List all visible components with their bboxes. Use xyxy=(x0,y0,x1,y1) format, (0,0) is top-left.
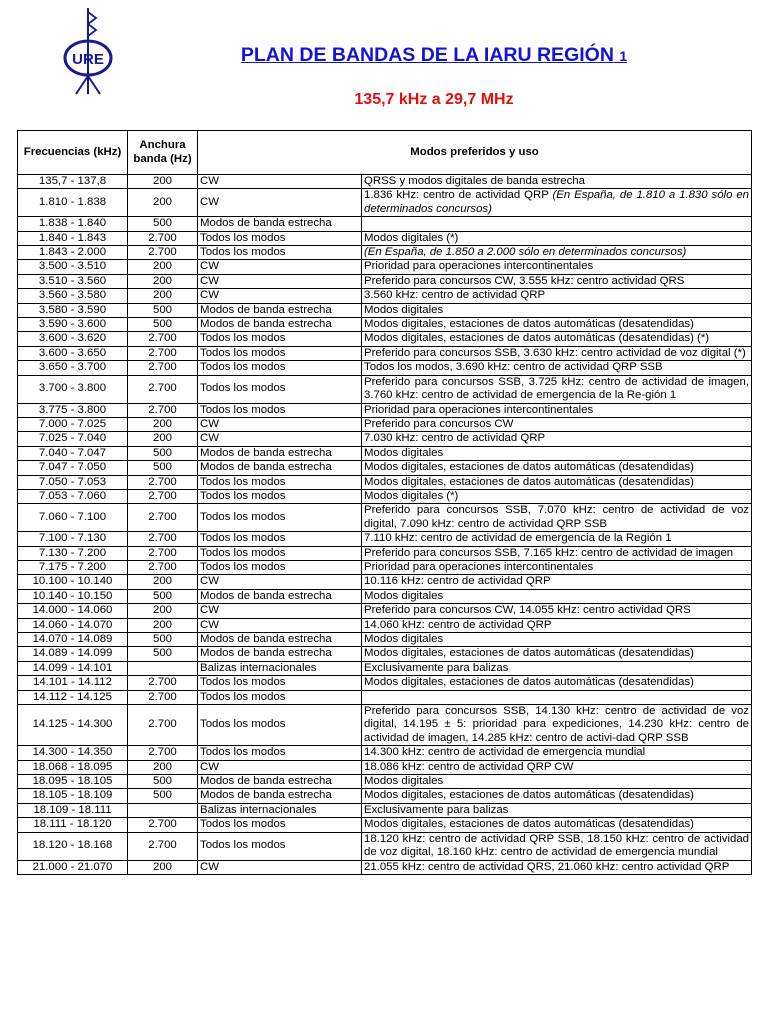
bandwidth-cell: 200 xyxy=(128,289,198,303)
bandwidth-cell: 2.700 xyxy=(128,403,198,417)
frequency-cell: 3.560 - 3.580 xyxy=(18,289,128,303)
mode-cell: Modos de banda estrecha xyxy=(198,461,362,475)
page-subtitle: 135,7 kHz a 29,7 MHz xyxy=(354,91,514,108)
bandwidth-cell: 200 xyxy=(128,618,198,632)
title-text: PLAN DE BANDAS DE LA IARU REGIÓN xyxy=(240,44,614,66)
table-row xyxy=(18,618,752,632)
frequency-cell: 14.125 - 14.300 xyxy=(18,705,128,746)
frequency-cell: 3.700 - 3.800 xyxy=(18,375,128,403)
frequency-cell: 3.580 - 3.590 xyxy=(18,303,128,317)
use-cell xyxy=(362,633,752,647)
frequency-cell: 3.500 - 3.510 xyxy=(18,260,128,274)
bandwidth-cell: 2.700 xyxy=(128,489,198,503)
use-text: Prioridad para operaciones intercontinentales xyxy=(364,560,594,573)
table-row xyxy=(18,690,752,704)
frequency-cell: 10.100 - 10.140 xyxy=(18,575,128,589)
bandwidth-cell: 200 xyxy=(128,860,198,874)
table-row xyxy=(18,231,752,245)
use-text: QRSS y modos digitales de banda estrecha xyxy=(364,175,585,187)
frequency-cell: 7.000 - 7.025 xyxy=(18,417,128,431)
use-cell xyxy=(362,461,752,475)
bandwidth-cell: 200 xyxy=(128,432,198,446)
frequency-cell: 14.101 - 14.112 xyxy=(18,676,128,690)
mode-cell: Balizas internacionales xyxy=(198,661,362,675)
title-region-number: 1 xyxy=(619,48,628,64)
frequency-cell: 18.105 - 18.109 xyxy=(18,789,128,803)
use-cell xyxy=(362,446,752,460)
use-text: Modos digitales (*) xyxy=(364,489,459,502)
bandwidth-cell: 500 xyxy=(128,633,198,647)
use-text: 3.560 kHz: centro de actividad QRP xyxy=(364,289,546,302)
bandwidth-cell: 2.700 xyxy=(128,676,198,690)
mode-cell: Balizas internacionales xyxy=(198,803,362,817)
bandwidth-cell: 2.700 xyxy=(128,346,198,360)
frequency-cell: 18.068 - 18.095 xyxy=(18,760,128,774)
bandwidth-cell: 500 xyxy=(128,303,198,317)
frequency-cell: 18.109 - 18.111 xyxy=(18,803,128,817)
table-row xyxy=(18,274,752,288)
use-text: Modos digitales, estaciones de datos automáticas (desatendidas) xyxy=(364,676,694,689)
table-row xyxy=(18,189,752,217)
use-text: Preferido para concursos SSB, 7.165 kHz: centro de actividad de imagen xyxy=(364,546,734,559)
mode-cell: Todos los modos xyxy=(198,690,362,704)
bandwidth-cell: 2.700 xyxy=(128,546,198,560)
table-row xyxy=(18,432,752,446)
frequency-cell: 14.099 - 14.101 xyxy=(18,661,128,675)
use-cell xyxy=(362,260,752,274)
table-row xyxy=(18,575,752,589)
bandwidth-cell: 500 xyxy=(128,589,198,603)
use-cell xyxy=(362,475,752,489)
bandwidth-cell: 500 xyxy=(128,217,198,231)
use-note: (En España, de 1.810 a 1.830 sólo en determinados concursos) xyxy=(364,189,749,215)
bandwidth-cell: 2.700 xyxy=(128,532,198,546)
frequency-cell: 3.600 - 3.650 xyxy=(18,346,128,360)
use-text: 21.055 kHz: centro de actividad QRS, 21.060 kHz: centro actividad QRP xyxy=(364,860,730,873)
use-text: Todos los modos, 3.690 kHz: centro de actividad QRP SSB xyxy=(364,361,663,374)
use-text: 10.116 kHz: centro de actividad QRP xyxy=(364,575,551,588)
header-modes-use: Modos preferidos y uso xyxy=(198,131,752,175)
frequency-cell: 18.111 - 18.120 xyxy=(18,818,128,832)
bandwidth-cell: 200 xyxy=(128,274,198,288)
table-header-row xyxy=(18,131,752,175)
use-cell xyxy=(362,189,752,217)
use-cell xyxy=(362,403,752,417)
bandwidth-cell: 200 xyxy=(128,604,198,618)
bandwidth-cell: 2.700 xyxy=(128,690,198,704)
table-row xyxy=(18,475,752,489)
use-cell xyxy=(362,489,752,503)
frequency-cell: 18.095 - 18.105 xyxy=(18,775,128,789)
table-row xyxy=(18,705,752,746)
use-cell xyxy=(362,690,752,704)
table-row xyxy=(18,217,752,231)
table-row xyxy=(18,832,752,860)
table-row xyxy=(18,760,752,774)
table-row xyxy=(18,604,752,618)
use-note: (En España, de 1.850 a 2.000 sólo en determinados concursos) xyxy=(364,246,687,259)
table-row xyxy=(18,246,752,260)
bandwidth-cell: 200 xyxy=(128,417,198,431)
use-cell xyxy=(362,546,752,560)
table-row xyxy=(18,361,752,375)
mode-cell: CW xyxy=(198,860,362,874)
use-text: Modos digitales, estaciones de datos automáticas (desatendidas) xyxy=(364,789,694,802)
use-text: Modos digitales, estaciones de datos automáticas (desatendidas) xyxy=(364,318,694,331)
frequency-cell: 7.050 - 7.053 xyxy=(18,475,128,489)
bandwidth-cell: 200 xyxy=(128,575,198,589)
mode-cell: Todos los modos xyxy=(198,246,362,260)
mode-cell: Todos los modos xyxy=(198,546,362,560)
mode-cell: CW xyxy=(198,274,362,288)
frequency-cell: 135,7 - 137,8 xyxy=(18,175,128,189)
bandwidth-cell: 500 xyxy=(128,446,198,460)
mode-cell: Todos los modos xyxy=(198,532,362,546)
frequency-cell: 3.650 - 3.700 xyxy=(18,361,128,375)
header-frequency: Frecuencias (kHz) xyxy=(18,131,128,175)
mode-cell: Todos los modos xyxy=(198,676,362,690)
frequency-cell: 7.175 - 7.200 xyxy=(18,560,128,574)
use-text: 1.836 kHz: centro de actividad QRP xyxy=(364,189,553,202)
use-cell xyxy=(362,803,752,817)
use-text: Modos digitales xyxy=(364,775,444,788)
bandwidth-cell: 2.700 xyxy=(128,746,198,760)
frequency-cell: 3.590 - 3.600 xyxy=(18,318,128,332)
mode-cell: Todos los modos xyxy=(198,705,362,746)
frequency-cell: 1.810 - 1.838 xyxy=(18,189,128,217)
mode-cell: Todos los modos xyxy=(198,560,362,574)
bandwidth-cell: 2.700 xyxy=(128,560,198,574)
table-row xyxy=(18,789,752,803)
use-cell xyxy=(362,217,752,231)
use-cell xyxy=(362,789,752,803)
bandwidth-cell: 200 xyxy=(128,175,198,189)
bandwidth-cell xyxy=(128,661,198,675)
use-text: Modos digitales, estaciones de datos automáticas (desatendidas) xyxy=(364,461,694,474)
table-row xyxy=(18,303,752,317)
use-text: Modos digitales (*) xyxy=(364,231,459,244)
table-row xyxy=(18,532,752,546)
table-row xyxy=(18,446,752,460)
mode-cell: Modos de banda estrecha xyxy=(198,446,362,460)
use-text: 7.030 kHz: centro de actividad QRP xyxy=(364,432,546,445)
frequency-cell: 7.053 - 7.060 xyxy=(18,489,128,503)
frequency-cell: 1.843 - 2.000 xyxy=(18,246,128,260)
use-text: Prioridad para operaciones intercontinentales xyxy=(364,260,594,273)
bandwidth-cell: 2.700 xyxy=(128,375,198,403)
use-text: Prioridad para operaciones intercontinentales xyxy=(364,403,594,416)
use-cell xyxy=(362,175,752,189)
use-text: 18.086 kHz: centro de actividad QRP CW xyxy=(364,760,574,773)
frequency-cell: 18.120 - 18.168 xyxy=(18,832,128,860)
use-cell xyxy=(362,618,752,632)
bandwidth-cell: 2.700 xyxy=(128,832,198,860)
mode-cell: CW xyxy=(198,260,362,274)
mode-cell: Todos los modos xyxy=(198,832,362,860)
mode-cell: CW xyxy=(198,432,362,446)
bandwidth-cell: 2.700 xyxy=(128,231,198,245)
use-text: 14.060 kHz: centro de actividad QRP xyxy=(364,618,552,631)
mode-cell: Todos los modos xyxy=(198,346,362,360)
bandwidth-cell: 200 xyxy=(128,260,198,274)
use-cell xyxy=(362,604,752,618)
use-text: Modos digitales xyxy=(364,303,444,316)
mode-cell: Todos los modos xyxy=(198,375,362,403)
frequency-cell: 10.140 - 10.150 xyxy=(18,589,128,603)
bandwidth-cell: 500 xyxy=(128,789,198,803)
use-text: 14.300 kHz: centro de actividad de emergencia mundial xyxy=(364,746,646,759)
table-row xyxy=(18,332,752,346)
use-cell xyxy=(362,832,752,860)
table-row xyxy=(18,746,752,760)
mode-cell: Todos los modos xyxy=(198,504,362,532)
use-cell xyxy=(362,560,752,574)
bandwidth-cell: 200 xyxy=(128,189,198,217)
use-cell xyxy=(362,432,752,446)
use-text: Modos digitales xyxy=(364,446,444,459)
bandwidth-cell: 500 xyxy=(128,775,198,789)
use-cell xyxy=(362,361,752,375)
mode-cell: CW xyxy=(198,289,362,303)
use-text: Preferido para concursos CW, 14.055 kHz: centro actividad QRS xyxy=(364,604,691,617)
table-row xyxy=(18,546,752,560)
mode-cell: Modos de banda estrecha xyxy=(198,647,362,661)
frequency-cell: 3.775 - 3.800 xyxy=(18,403,128,417)
use-text: Preferido para concursos SSB, 7.070 kHz: centro de actividad de voz digital, 7.090 kHz: centro de actividad QRP SSB xyxy=(364,504,750,530)
use-cell xyxy=(362,332,752,346)
table-row xyxy=(18,318,752,332)
mode-cell: Todos los modos xyxy=(198,489,362,503)
band-plan-table xyxy=(17,130,752,875)
use-text: Exclusivamente para balizas xyxy=(364,803,509,816)
frequency-cell: 21.000 - 21.070 xyxy=(18,860,128,874)
frequency-cell: 14.070 - 14.089 xyxy=(18,633,128,647)
frequency-cell: 7.025 - 7.040 xyxy=(18,432,128,446)
bandwidth-cell: 2.700 xyxy=(128,705,198,746)
table-row xyxy=(18,860,752,874)
frequency-cell: 14.000 - 14.060 xyxy=(18,604,128,618)
use-cell xyxy=(362,274,752,288)
use-cell xyxy=(362,303,752,317)
header-bandwidth: Anchura banda (Hz) xyxy=(128,131,198,175)
mode-cell: Todos los modos xyxy=(198,231,362,245)
use-cell xyxy=(362,504,752,532)
table-row xyxy=(18,403,752,417)
frequency-cell: 3.600 - 3.620 xyxy=(18,332,128,346)
table-row xyxy=(18,803,752,817)
table-row xyxy=(18,647,752,661)
use-text: Preferido para concursos CW xyxy=(364,417,514,430)
mode-cell: Todos los modos xyxy=(198,818,362,832)
bandwidth-cell: 2.700 xyxy=(128,818,198,832)
table-row xyxy=(18,289,752,303)
use-text: Modos digitales, estaciones de datos automáticas (desatendidas) xyxy=(364,475,694,488)
mode-cell: Modos de banda estrecha xyxy=(198,775,362,789)
use-text: Preferido para concursos SSB, 14.130 kHz: centro de actividad de voz digital, 14.195 ± 5: prioridad para expediciones, 14.230 kHz: centro de actividad de imagen, 14.285 kHz: centro de activi-dad QRP SSB xyxy=(364,705,750,744)
use-text: Modos digitales, estaciones de datos automáticas (desatendidas) xyxy=(364,647,694,660)
table-row xyxy=(18,633,752,647)
use-cell xyxy=(362,231,752,245)
use-cell xyxy=(362,775,752,789)
frequency-cell: 7.130 - 7.200 xyxy=(18,546,128,560)
bandwidth-cell: 500 xyxy=(128,318,198,332)
use-cell xyxy=(362,589,752,603)
bandwidth-cell: 2.700 xyxy=(128,361,198,375)
bandwidth-cell: 2.700 xyxy=(128,246,198,260)
use-cell xyxy=(362,318,752,332)
use-cell xyxy=(362,246,752,260)
table-row xyxy=(18,175,752,189)
frequency-cell: 3.510 - 3.560 xyxy=(18,274,128,288)
use-cell xyxy=(362,417,752,431)
mode-cell: Todos los modos xyxy=(198,403,362,417)
table-row xyxy=(18,461,752,475)
use-text: Exclusivamente para balizas xyxy=(364,661,509,674)
frequency-cell: 14.060 - 14.070 xyxy=(18,618,128,632)
frequency-cell: 7.060 - 7.100 xyxy=(18,504,128,532)
mode-cell: Modos de banda estrecha xyxy=(198,217,362,231)
use-cell xyxy=(362,760,752,774)
mode-cell: Modos de banda estrecha xyxy=(198,633,362,647)
page-title xyxy=(0,44,768,67)
use-cell xyxy=(362,289,752,303)
mode-cell: Todos los modos xyxy=(198,746,362,760)
frequency-cell: 1.840 - 1.843 xyxy=(18,231,128,245)
use-text: Modos digitales xyxy=(364,589,444,602)
table-row xyxy=(18,417,752,431)
table-row xyxy=(18,676,752,690)
mode-cell: CW xyxy=(198,175,362,189)
mode-cell: Modos de banda estrecha xyxy=(198,303,362,317)
bandwidth-cell xyxy=(128,803,198,817)
bandwidth-cell: 500 xyxy=(128,461,198,475)
table-row xyxy=(18,346,752,360)
use-cell xyxy=(362,860,752,874)
mode-cell: CW xyxy=(198,618,362,632)
mode-cell: Modos de banda estrecha xyxy=(198,318,362,332)
frequency-cell: 1.838 - 1.840 xyxy=(18,217,128,231)
bandwidth-cell: 500 xyxy=(128,647,198,661)
table-row xyxy=(18,504,752,532)
use-text: 18.120 kHz: centro de actividad QRP SSB, 18.150 kHz: centro de actividad de voz digital, 18.160 kHz: centro de actividad de emergencia mundial xyxy=(364,832,750,859)
bandwidth-cell: 2.700 xyxy=(128,332,198,346)
mode-cell: Modos de banda estrecha xyxy=(198,789,362,803)
use-cell xyxy=(362,532,752,546)
use-text: Modos digitales, estaciones de datos automáticas (desatendidas) (*) xyxy=(364,332,710,345)
use-cell xyxy=(362,705,752,746)
logo-text: URE xyxy=(72,51,104,68)
use-cell xyxy=(362,647,752,661)
use-text: Preferido para concursos SSB, 3.725 kHz: centro de actividad de imagen, 3.760 kHz: centro de actividad de emergencia de la Re-gión 1 xyxy=(364,375,750,402)
use-cell xyxy=(362,676,752,690)
table-row xyxy=(18,661,752,675)
use-cell xyxy=(362,375,752,403)
mode-cell: CW xyxy=(198,417,362,431)
use-text: Preferido para concursos SSB, 3.630 kHz: centro actividad de voz digital (*) xyxy=(364,346,746,359)
bandwidth-cell: 2.700 xyxy=(128,475,198,489)
table-row xyxy=(18,375,752,403)
frequency-cell: 7.040 - 7.047 xyxy=(18,446,128,460)
mode-cell: CW xyxy=(198,760,362,774)
use-cell xyxy=(362,818,752,832)
use-cell xyxy=(362,346,752,360)
mode-cell: Todos los modos xyxy=(198,361,362,375)
use-cell xyxy=(362,661,752,675)
mode-cell: Todos los modos xyxy=(198,475,362,489)
table-row xyxy=(18,589,752,603)
use-cell xyxy=(362,746,752,760)
mode-cell: Modos de banda estrecha xyxy=(198,589,362,603)
table-row xyxy=(18,489,752,503)
frequency-cell: 14.112 - 14.125 xyxy=(18,690,128,704)
frequency-cell: 14.089 - 14.099 xyxy=(18,647,128,661)
use-text: Modos digitales, estaciones de datos automáticas (desatendidas) xyxy=(364,818,694,831)
use-text: Preferido para concursos CW, 3.555 kHz: centro actividad QRS xyxy=(364,274,685,287)
table-row xyxy=(18,560,752,574)
bandwidth-cell: 200 xyxy=(128,760,198,774)
mode-cell: CW xyxy=(198,575,362,589)
use-text: 7.110 kHz: centro de actividad de emergencia de la Región 1 xyxy=(364,532,672,545)
table-row xyxy=(18,818,752,832)
bandwidth-cell: 2.700 xyxy=(128,504,198,532)
use-text: Modos digitales xyxy=(364,633,444,645)
frequency-cell: 7.100 - 7.130 xyxy=(18,532,128,546)
frequency-cell: 7.047 - 7.050 xyxy=(18,461,128,475)
mode-cell: Todos los modos xyxy=(198,332,362,346)
table-row xyxy=(18,260,752,274)
table-row xyxy=(18,775,752,789)
use-cell xyxy=(362,575,752,589)
frequency-cell: 14.300 - 14.350 xyxy=(18,746,128,760)
mode-cell: CW xyxy=(198,189,362,217)
mode-cell: CW xyxy=(198,604,362,618)
